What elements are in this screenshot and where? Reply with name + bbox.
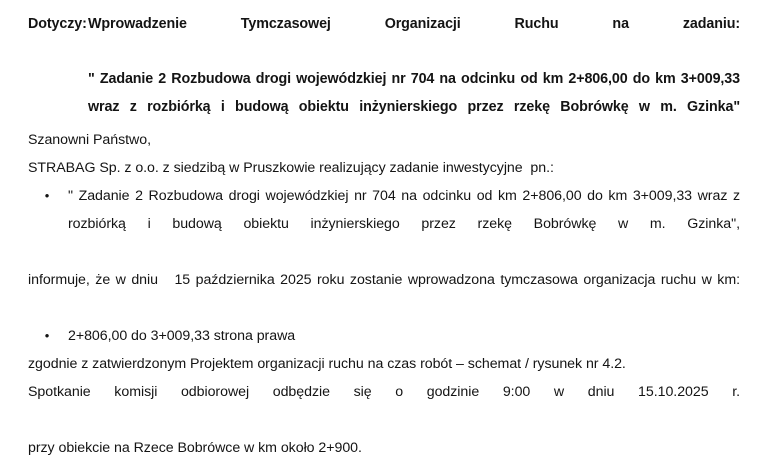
project-bullet-list [28,182,740,266]
bullet-icon: • [44,328,50,343]
notice-paragraph: informuje, że w dniu 15 października 2025 roku zostanie wprowadzona tymczasowa organizacja ruchu w km: [28,272,740,288]
salutation: Szanowni Państwo, [28,132,151,148]
subject-project-quote: " Zadanie 2 Rozbudowa drogi wojewódzkiej nr 704 na odcinku od km 2+806,00 do km 3+009,33 wraz z rozbiórką i budową obiektu inżynierskiego przez rzekę Bobrówkę w m. Gzinka" [88,71,740,115]
document-body [28,126,740,462]
list-item-text: 2+806,00 do 3+009,33 strona prawa [68,328,296,344]
conformance-paragraph: zgodnie z zatwierdzonym Projektem organizacji ruchu na czas robót – schemat / rysunek nr 4.2. [28,356,626,372]
list-item-text: " Zadanie 2 Rozbudowa drogi wojewódzkiej nr 704 na odcinku od km 2+806,00 do km 3+009,33 wraz z rozbiórką i budową obiektu inżynierskiego przez rzekę Bobrówkę w m. Gzinka", [68,188,740,232]
bullet-icon: • [44,188,50,203]
subject-title: Wprowadzenie Tymczasowej Organizacji Ruchu na zadaniu: [88,16,740,32]
intro-paragraph: STRABAG Sp. z o.o. z siedzibą w Pruszkowie realizujący zadanie inwestycyjne pn.: [28,160,554,176]
meeting-paragraph: Spotkanie komisji odbiorowej odbędzie się o godzinie 9:00 w dniu 15.10.2025 r. [28,384,740,400]
location-paragraph: przy obiekcie na Rzece Bobrówce w km około 2+900. [28,440,362,456]
km-bullet-list [28,322,740,350]
subject-label: Dotyczy: [28,16,87,32]
list-item [28,322,740,350]
subject-heading-row [28,11,740,66]
list-item [28,182,740,266]
